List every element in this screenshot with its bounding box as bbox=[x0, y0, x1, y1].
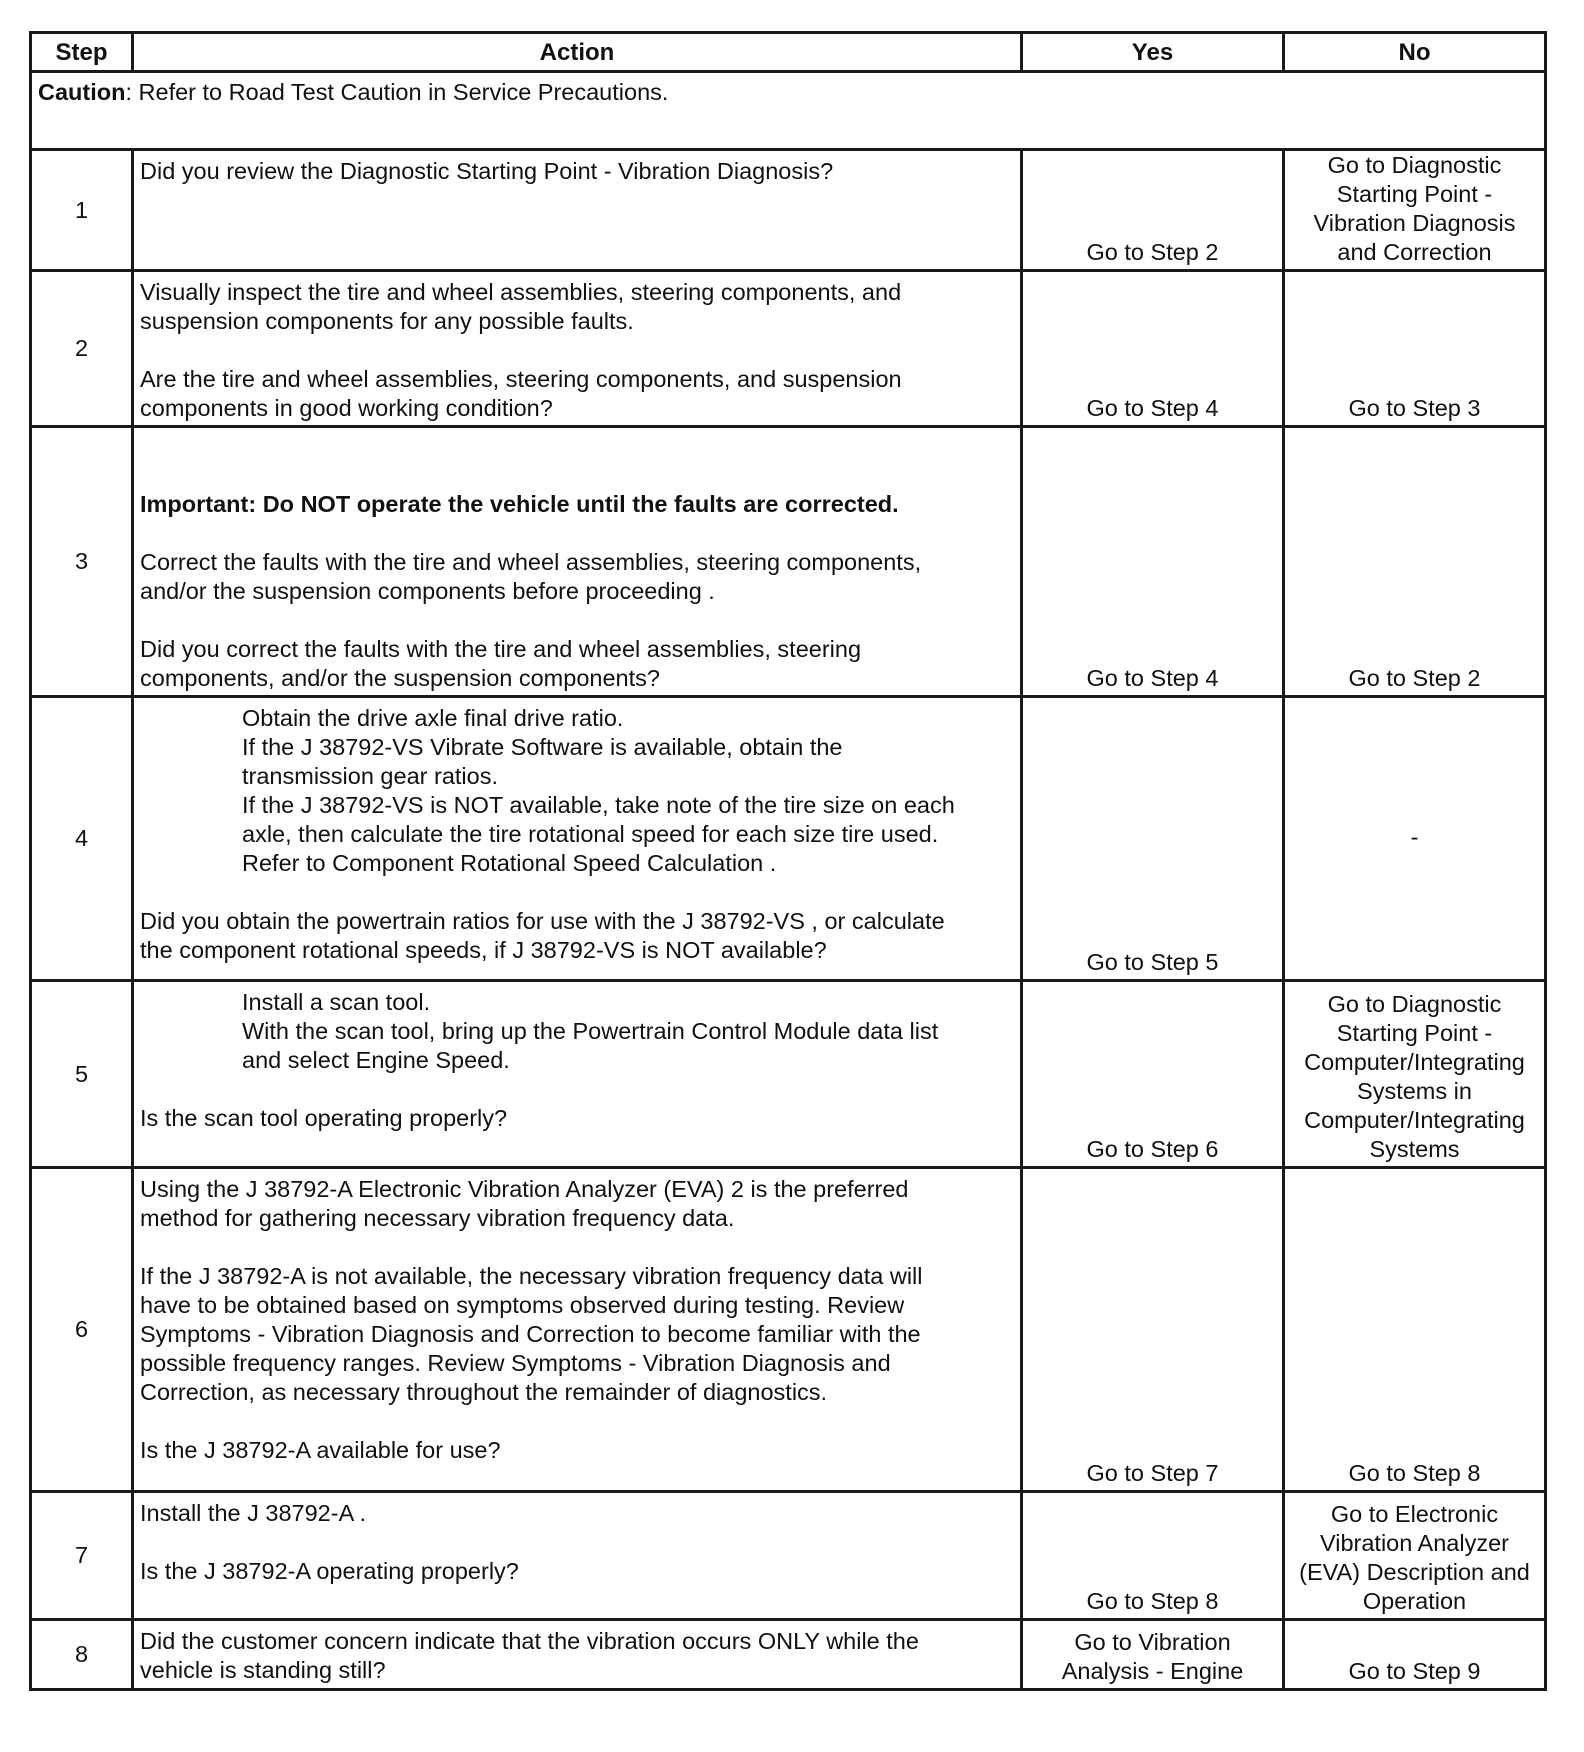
caution-cell bbox=[31, 72, 1546, 150]
caution-label: Caution bbox=[38, 79, 126, 105]
yes-cell: Go to Step 7 bbox=[1022, 1168, 1284, 1492]
action-cell bbox=[133, 150, 1022, 271]
action-list: Install a scan tool. With the scan tool, bring up the Powertrain Control Module data list and select Engine Speed. bbox=[242, 989, 939, 1073]
action-question: Are the tire and wheel assemblies, steering components, and suspension components in good working condition? bbox=[140, 366, 902, 421]
step-number: 4 bbox=[31, 697, 133, 981]
action-question: Did the customer concern indicate that the vibration occurs ONLY while the vehicle is standing still? bbox=[140, 1628, 919, 1683]
action-question: Is the J 38792-A available for use? bbox=[140, 1437, 501, 1463]
table-row bbox=[31, 1168, 1546, 1492]
yes-cell: Go to Step 8 bbox=[1022, 1492, 1284, 1620]
action-cell bbox=[133, 981, 1022, 1168]
yes-cell: Go to Step 4 bbox=[1022, 271, 1284, 427]
table-row bbox=[31, 697, 1546, 981]
yes-cell: Go to Step 6 bbox=[1022, 981, 1284, 1168]
action-cell bbox=[133, 1168, 1022, 1492]
action-text: Did you review the Diagnostic Starting Point - Vibration Diagnosis? bbox=[140, 158, 834, 184]
action-question: Did you obtain the powertrain ratios for use with the J 38792-VS , or calculate the component rotational speeds, if J 38792-VS is NOT available? bbox=[140, 908, 945, 963]
table-row bbox=[31, 981, 1546, 1168]
header-yes: Yes bbox=[1022, 33, 1284, 72]
action-text: Using the J 38792-A Electronic Vibration Analyzer (EVA) 2 is the preferred method for gathering necessary vibration frequency data. bbox=[140, 1176, 909, 1231]
action-cell bbox=[133, 1620, 1022, 1690]
action-cell bbox=[133, 427, 1022, 697]
step-number: 3 bbox=[31, 427, 133, 697]
yes-cell: Go to Step 2 bbox=[1022, 150, 1284, 271]
table-row bbox=[31, 271, 1546, 427]
header-no: No bbox=[1284, 33, 1546, 72]
step-number: 5 bbox=[31, 981, 133, 1168]
table-row bbox=[31, 427, 1546, 697]
yes-cell: Go to Step 4 bbox=[1022, 427, 1284, 697]
step-number: 2 bbox=[31, 271, 133, 427]
no-cell: Go to Diagnostic Starting Point - Vibration Diagnosis and Correction bbox=[1284, 150, 1546, 271]
no-cell: Go to Step 9 bbox=[1284, 1620, 1546, 1690]
header-row bbox=[31, 33, 1546, 72]
step-number: 6 bbox=[31, 1168, 133, 1492]
step-number: 7 bbox=[31, 1492, 133, 1620]
diagnostic-table bbox=[29, 31, 1547, 1691]
yes-cell: Go to Vibration Analysis - Engine bbox=[1022, 1620, 1284, 1690]
action-question: Did you correct the faults with the tire and wheel assemblies, steering components, and/or the suspension components? bbox=[140, 636, 862, 691]
no-cell: Go to Step 3 bbox=[1284, 271, 1546, 427]
step-number: 1 bbox=[31, 150, 133, 271]
action-cell bbox=[133, 271, 1022, 427]
table-row bbox=[31, 150, 1546, 271]
table-row bbox=[31, 1492, 1546, 1620]
yes-cell: Go to Step 5 bbox=[1022, 697, 1284, 981]
no-cell: Go to Step 2 bbox=[1284, 427, 1546, 697]
header-step: Step bbox=[31, 33, 133, 72]
action-text: Install the J 38792-A . bbox=[140, 1500, 367, 1526]
caution-text: : Refer to Road Test Caution in Service Precautions. bbox=[125, 79, 669, 105]
no-cell: Go to Diagnostic Starting Point - Computer/Integrating Systems in Computer/Integrating Systems bbox=[1284, 981, 1546, 1168]
action-cell bbox=[133, 697, 1022, 981]
header-action: Action bbox=[133, 33, 1022, 72]
action-text: Correct the faults with the tire and wheel assemblies, steering components, and/or the suspension components before proceeding . bbox=[140, 549, 922, 604]
table-row bbox=[31, 1620, 1546, 1690]
important-note: Important: Do NOT operate the vehicle until the faults are corrected. bbox=[140, 491, 899, 517]
no-cell: Go to Electronic Vibration Analyzer (EVA) Description and Operation bbox=[1284, 1492, 1546, 1620]
action-list: Obtain the drive axle final drive ratio. If the J 38792-VS Vibrate Software is available, obtain the transmission gear ratios. If the J 38792-VS is NOT available, take note of the tire size on each axle, then calculate the tire rotational speed for each size tire used. Refer to Component Rotational Speed Calculation . bbox=[242, 705, 955, 876]
action-question: Is the scan tool operating properly? bbox=[140, 1105, 508, 1131]
no-cell: - bbox=[1284, 697, 1546, 981]
action-text: If the J 38792-A is not available, the necessary vibration frequency data will have to be obtained based on symptoms observed during testing. Review Symptoms - Vibration Diagnosis and Correction to become familiar with the possible frequency ranges. Review Symptoms - Vibration Diagnosis and Correction, as necessary throughout the remainder of diagnostics. bbox=[140, 1263, 923, 1405]
no-cell: Go to Step 8 bbox=[1284, 1168, 1546, 1492]
action-question: Is the J 38792-A operating properly? bbox=[140, 1558, 519, 1584]
action-cell bbox=[133, 1492, 1022, 1620]
caution-row bbox=[31, 72, 1546, 150]
diagnostic-table-container bbox=[29, 31, 1544, 1691]
step-number: 8 bbox=[31, 1620, 133, 1690]
action-text: Visually inspect the tire and wheel assemblies, steering components, and suspension components for any possible faults. bbox=[140, 279, 902, 334]
